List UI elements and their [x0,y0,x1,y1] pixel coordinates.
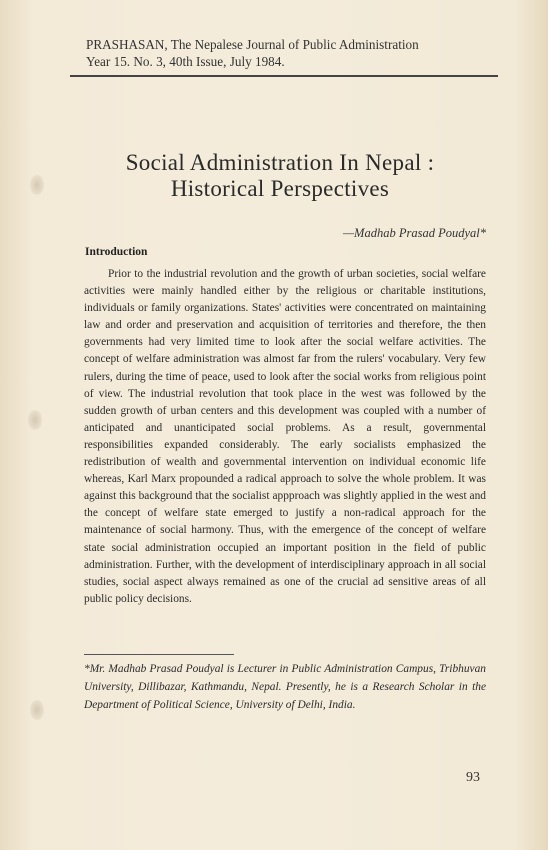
author-footnote: *Mr. Madhab Prasad Poudyal is Lecturer in Public Administration Campus, Tribhuvan University, Dillibazar, Kathmandu, Nepal. Presently, he is a Research Scholar in the Department of Political Science, University of Delhi, India. [84,663,486,711]
header-rule [70,75,498,77]
paper-smudge [28,410,42,430]
page-number: 93 [466,770,480,785]
title-line-2: Historical Perspectives [170,176,390,201]
body-paragraph: Prior to the industrial revolution and the growth of urban societies, social welfare activities were mainly handled either by the religious or charitable institutions, individuals or family organizations. States' activities were concentrated on maintaining law and order and preservation and acquisition of territories and therefore, the then governments had very limited time to look after the social welfare activities. The concept of welfare administration was almost far from the rulers' vocabulary. Very few rulers, during the time of peace, used to look after the social works from religious point of view. The industrial revolution that took place in the west was followed by the sudden growth of urban centers and this development was coupled with a number of anticipated and unanticipated social problems. As a result, governmental responsibilities expanded considerably. The early socialists emphasized the redistribution of wealth and governmental intervention on individual economic life whereas, Karl Marx propounded a radical approach to solve the whole problem. It was against this background that the socialist appproach was slightly applied in the west and the concept of welfare state emerged to justify a non-radical approach for the maintenance of social harmony. Thus, with the emergence of the concept of welfare state social administration occupied an important position in the field of public administration. Further, with the development of interdisciplinary approach in all social studies, social aspect always remained as one of the crucial ad sensitive areas of all public policy decisions. [84,268,486,605]
journal-name: PRASHASAN, The Nepalese Journal of Public Administration [86,37,419,52]
footnote-rule [84,654,234,655]
title-line-1: Social Administration In Nepal : [125,150,435,175]
author-byline: —Madhab Prasad Poudyal* [342,226,486,240]
section-heading: Introduction [85,246,148,258]
paper-smudge [30,700,44,720]
paper-smudge [30,175,44,195]
journal-header [86,36,506,70]
article-title [60,150,500,202]
issue-info: Year 15. No. 3, 40th Issue, July 1984. [86,54,285,69]
